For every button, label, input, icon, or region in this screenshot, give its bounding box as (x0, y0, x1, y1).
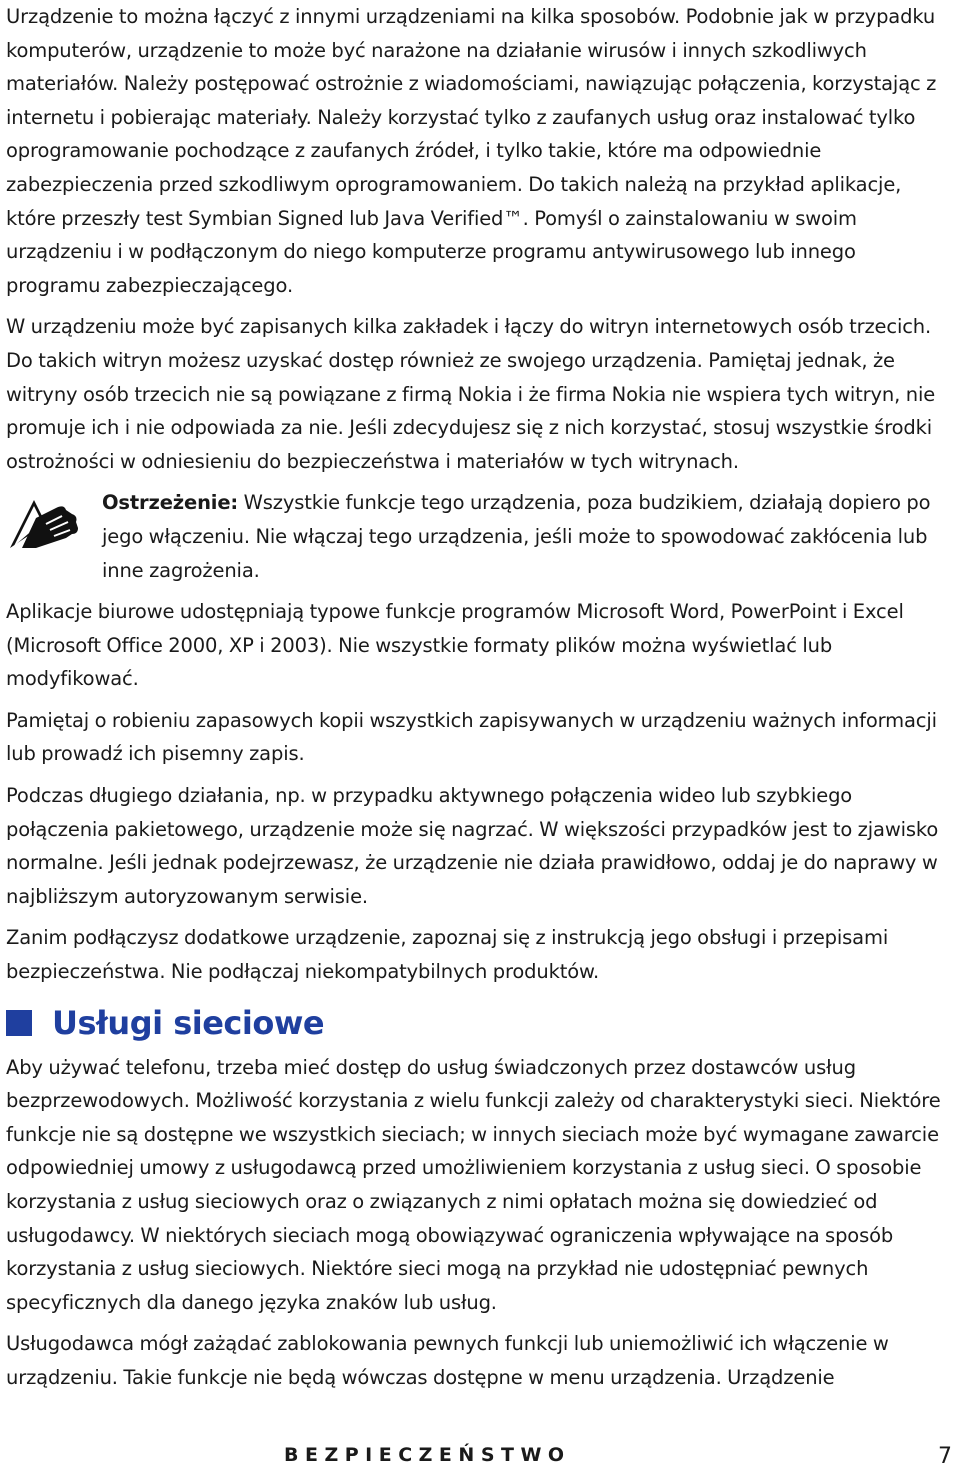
paragraph-accessories: Zanim podłączysz dodatkowe urządzenie, zapoznaj się z instrukcją jego obsługi i przepisami bezpieczeństwa. Nie podłączaj niekompatybilnych produktów. (6, 926, 889, 984)
paragraph-backups: Pamiętaj o robieniu zapasowych kopii wszystkich zapisywanych w urządzeniu ważnych informacji lub prowadź ich pisemny zapis. (6, 708, 937, 766)
running-footer-title: BEZPIECZEŃSTWO (284, 1444, 571, 1466)
warning-body: Wszystkie funkcje tego urządzenia, poza budzikiem, działają dopiero po jego włączeniu. Nie włączaj tego urządzenia, jeśli może to spowodować zakłócenia lub inne zagrożenia. (102, 491, 931, 582)
paragraph-network-services: Aby używać telefonu, trzeba mieć dostęp do usług świadczonych przez dostawców usług bezprzewodowych. Możliwość korzystania z wielu funkcji zależy od charakterystyki sieci. Niektóre funkcje nie są dostępne we wszystkich sieciach; w innych sieciach może być wymagane zawarcie odpowiedniej umowy z usługodawcą przed umożliwieniem korzystania z usług sieci. O sposobie korzystania z usług sieciowych oraz o związanych z nimi opłatach można się dowiedzieć od usługodawcy. W niektórych sieciach mogą obowiązywać ograniczenia wpływające na sposób korzystania z usług sieciowych. Niektóre sieci mogą na przykład nie udostępniać pewnych specyficznych dla danego języka znaków lub usług. (6, 1055, 941, 1314)
section-title: Usługi sieciowe (52, 1003, 325, 1042)
paragraph-operator-restrictions: Usługodawca mógł zażądać zablokowania pewnych funkcji lub uniemożliwić ich włączenie w urządzeniu. Takie funkcje nie będą wówczas dostępne w menu urządzenia. Urządzenie (6, 1332, 889, 1389)
paragraph-overheating: Podczas długiego działania, np. w przypadku aktywnego połączenia wideo lub szybkiego połączenia pakietowego, urządzenie może się nagrzać. W większości przypadków jest to zjawisko normalne. Jeśli jednak podejrzewasz, że urządzenie nie działa prawidłowo, oddaj je do naprawy w najbliższym autoryzowanym serwisie. (6, 784, 939, 908)
warning-label: Ostrzeżenie: (102, 491, 239, 515)
section-square-icon (6, 1010, 32, 1036)
warning-text (102, 486, 954, 587)
paragraph-third-party-sites: W urządzeniu może być zapisanych kilka zakładek i łączy do witryn internetowych osób trzecich. Do takich witryn możesz uzyskać dostęp również ze swojego urządzenia. Pamiętaj jednak, że witryny osób trzecich nie są powiązane z firmą Nokia i że firma Nokia nie wspiera tych witryn, nie promuje ich i nie odpowiada za nie. Jeśli zdecydujesz się z nich korzystać, stosuj wszystkie środki ostrożności w odniesieniu do bezpieczeństwa i materiałów w tych witrynach. (6, 315, 936, 473)
warning-block (6, 486, 954, 587)
page-number: 7 (938, 1444, 952, 1469)
paragraph-security-intro: Urządzenie to można łączyć z innymi urządzeniami na kilka sposobów. Podobnie jak w przypadku komputerów, urządzenie to może być narażone na działanie wirusów i innych szkodliwych materiałów. Należy postępować ostrożnie z wiadomościami, nawiązując połączenia, korzystając z internetu i pobierając materiały. Należy korzystać tylko z zaufanych usług oraz instalować tylko oprogramowanie pochodzące z zaufanych źródeł, i tylko takie, które ma odpowiednie zabezpieczenia przed szkodliwym oprogramowaniem. Do takich należą na przykład aplikacje, które przeszły test Symbian Signed lub Java Verified™. Pomyśl o zainstalowaniu w swoim urządzeniu i w podłączonym do niego komputerze programu antywirusowego lub innego programu zabezpieczającego. (6, 5, 937, 297)
warning-hand-icon (6, 494, 80, 552)
paragraph-office-apps: Aplikacje biurowe udostępniają typowe funkcje programów Microsoft Word, PowerPoint i Excel (Microsoft Office 2000, XP i 2003). Nie wszystkie formaty plików można wyświetlać lub modyfikować. (6, 600, 904, 691)
document-page (6, 0, 954, 1403)
section-heading (6, 997, 954, 1049)
